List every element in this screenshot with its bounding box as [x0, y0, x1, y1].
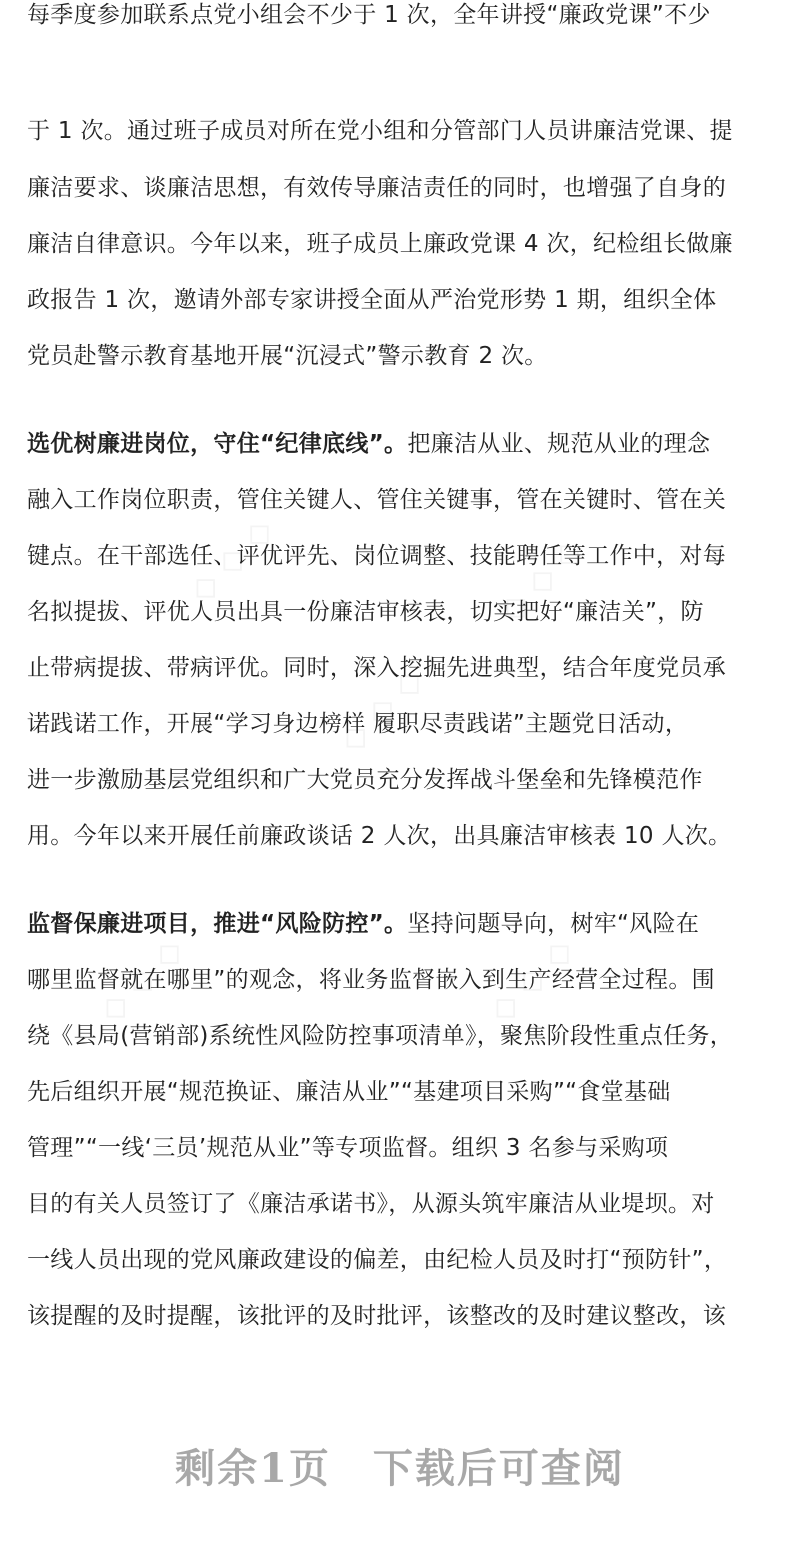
paragraph-line: 先后组织开展“规范换证、廉洁从业”“基建项目采购”“食堂基础 [27, 1079, 671, 1105]
section-heading: 选优树廉进岗位，守住“纪律底线”。 [27, 431, 408, 457]
paragraph-line: 止带病提拔、带病评优。同时，深入挖掘先进典型，结合年度党员承 [27, 655, 726, 681]
paragraph-line: 绕《县局(营销部)系统性风险防控事项清单》，聚焦阶段性重点任务， [27, 1023, 734, 1049]
paragraph-line: 廉洁自律意识。今年以来，班子成员上廉政党课 4 次，纪检组长做廉 [27, 231, 733, 257]
section-heading: 监督保廉进项目，推进“风险防控”。 [27, 911, 408, 937]
paragraph-line: 哪里监督就在哪里”的观念，将业务监督嵌入到生产经营全过程。围 [27, 967, 715, 993]
watermark-mark: ◇ ◇ ◇ [480, 929, 582, 1031]
paragraph-line: 进一步激励基层党组织和广大党员充分发挥战斗堡垒和先锋模范作 [27, 767, 703, 793]
download-banner[interactable] [0, 1438, 800, 1500]
paragraph-line: 诺践诺工作，开展“学习身边榜样 履职尽责践诺”主题党日活动， [27, 711, 689, 737]
paragraph-line: 于 1 次。通过班子成员对所在党小组和分管部门人员讲廉洁党课、提 [27, 118, 733, 144]
remaining-pages-text: 剩余1页 [175, 1445, 331, 1492]
paragraph-line: 党员赴警示教育基地开展“沉浸式”警示教育 2 次。 [27, 343, 548, 369]
watermark-mark: ◇ ◇ ◇ [180, 509, 282, 611]
paragraph-line: 键点。在干部选任、评优评先、岗位调整、技能聘任等工作中，对每 [27, 543, 726, 569]
paragraph-line: 名拟提拔、评优人员出具一份廉洁审核表，切实把好“廉洁关”，防 [27, 599, 704, 625]
watermark-mark: ◇ ◇ ◇ [490, 529, 592, 631]
paragraph-line: 政报告 1 次，邀请外部专家讲授全面从严治党形势 1 期，组织全体 [27, 287, 717, 313]
paragraph-text: 坚持问题导向，树牢“风险在 [407, 911, 700, 937]
paragraph-line: 目的有关人员签订了《廉洁承诺书》，从源头筑牢廉洁从业堤坝。对 [27, 1191, 715, 1217]
paragraph-line: 管理”“一线‘三员’规范从业”等专项监督。组织 3 名参与采购项 [27, 1135, 669, 1161]
paragraph-text: 把廉洁从业、规范从业的理念 [407, 431, 711, 457]
paragraph-line: 每季度参加联系点党小组会不少于 1 次，全年讲授“廉政党课”不少 [27, 2, 711, 28]
paragraph-first-line [27, 429, 777, 459]
paragraph-line: 融入工作岗位职责，管住关键人、管住关键事，管在关键时、管在关 [27, 487, 726, 513]
paragraph-line: 用。今年以来开展任前廉政谈话 2 人次，出具廉洁审核表 10 人次。 [27, 823, 732, 849]
paragraph-first-line [27, 909, 777, 939]
watermark-mark: ◇ ◇ ◇ [330, 659, 432, 761]
paragraph-line: 该提醒的及时提醒，该批评的及时批评，该整改的及时建议整改，该 [27, 1303, 726, 1329]
download-hint-text: 下载后可查阅 [372, 1445, 625, 1492]
paragraph-line: 一线人员出现的党风廉政建设的偏差，由纪检人员及时打“预防针”， [27, 1247, 728, 1273]
paragraph-line: 廉洁要求、谈廉洁思想，有效传导廉洁责任的同时，也增强了自身的 [27, 175, 726, 201]
watermark-mark: ◇ ◇ ◇ [90, 929, 192, 1031]
